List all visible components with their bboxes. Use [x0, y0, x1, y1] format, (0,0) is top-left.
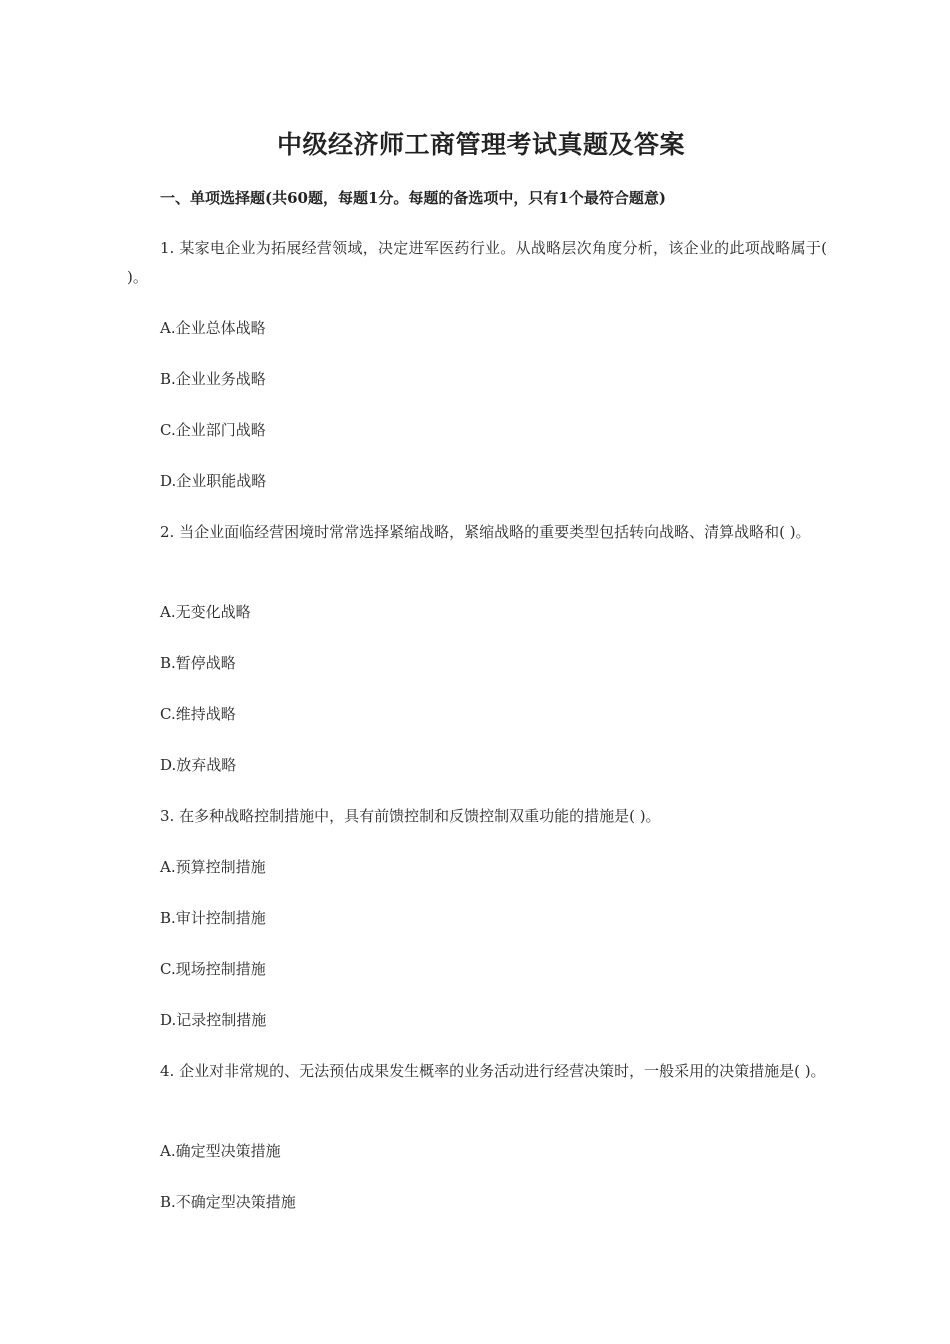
question-4-option-a: A.确定型决策措施 [160, 1142, 281, 1160]
question-3-option-d: D.记录控制措施 [160, 1011, 267, 1029]
question-3-option-b: B.审计控制措施 [160, 909, 266, 927]
question-4-stem: 4. 企业对非常规的、无法预估成果发生概率的业务活动进行经营决策时，一般采用的决策措施是( )。 [160, 1062, 826, 1080]
question-3-option-c: C.现场控制措施 [160, 960, 266, 978]
question-2-option-d: D.放弃战略 [160, 756, 237, 774]
question-2-stem: 2. 当企业面临经营困境时常常选择紧缩战略，紧缩战略的重要类型包括转向战略、清算战略和( )。 [160, 523, 811, 541]
section-heading: 一、单项选择题(共60题，每题1分。每题的备选项中，只有1个最符合题意) [160, 189, 666, 207]
question-1-stem: 1. 某家电企业为拓展经营领域，决定进军医药行业。从战略层次角度分析，该企业的此项战略属于( )。 [127, 239, 827, 286]
question-1-option-b: B.企业业务战略 [160, 370, 266, 388]
question-1-option-c: C.企业部门战略 [160, 421, 266, 439]
document-title: 中级经济师工商管理考试真题及答案 [276, 130, 685, 159]
question-1-option-a: A.企业总体战略 [160, 319, 266, 337]
question-4-option-b: B.不确定型决策措施 [160, 1193, 296, 1211]
question-2-option-c: C.维持战略 [160, 705, 236, 723]
question-3-stem: 3. 在多种战略控制措施中，具有前馈控制和反馈控制双重功能的措施是( )。 [160, 807, 661, 825]
question-2-option-b: B.暂停战略 [160, 654, 236, 672]
question-2-option-a: A.无变化战略 [160, 603, 251, 621]
question-1-option-d: D.企业职能战略 [160, 472, 267, 490]
question-3-option-a: A.预算控制措施 [160, 858, 266, 876]
